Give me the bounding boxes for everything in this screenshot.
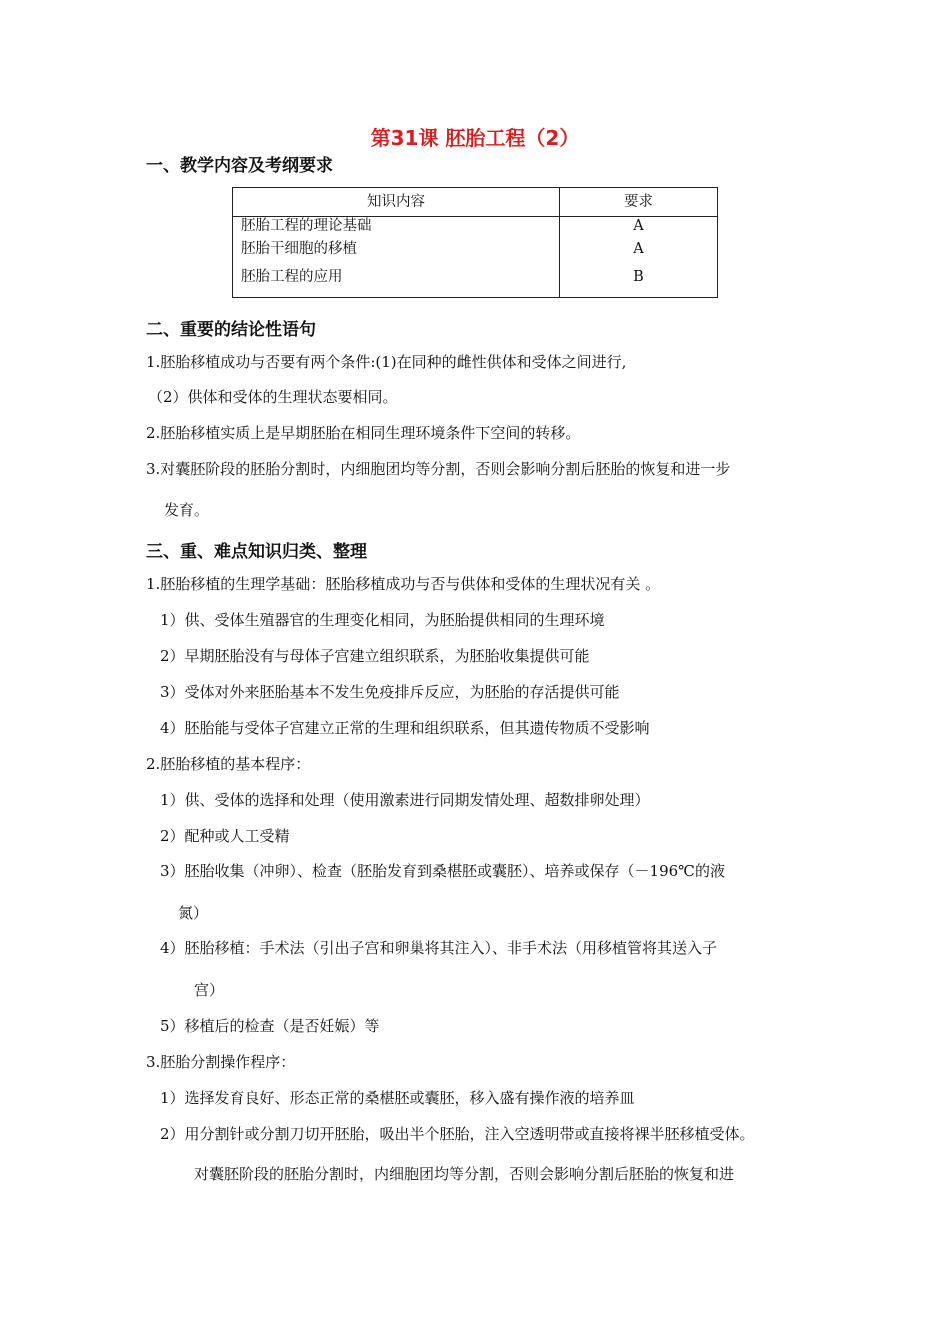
table-cell: B [633, 269, 644, 286]
text-line: 2）早期胚胎没有与母体子宫建立组织联系，为胚胎收集提供可能 [160, 647, 590, 665]
text-line: 宫） [194, 981, 225, 999]
section-heading-2: 二、重要的结论性语句 [146, 320, 316, 340]
table-row [233, 236, 718, 264]
text-line: 4）胚胎能与受体子宫建立正常的生理和组织联系，但其遗传物质不受影响 [160, 719, 650, 737]
text-line: 2）配种或人工受精 [160, 827, 290, 845]
table-row [233, 217, 718, 236]
text-line: 4）胚胎移植：手术法（引出子宫和卵巢将其注入）、非手术法（用移植管将其送入子 [160, 939, 718, 957]
text-line: 2.胚胎移植的基本程序： [146, 755, 311, 773]
text-line: 氮） [178, 904, 209, 922]
text-line: 3）胚胎收集（冲卵）、检查（胚胎发育到桑椹胚或囊胚）、培养或保存（－196℃的液 [160, 862, 725, 880]
text-line: 5）移植后的检查（是否妊娠）等 [160, 1017, 380, 1035]
text-line: （2）供体和受体的生理状态要相同。 [148, 388, 398, 406]
table-header-row [233, 188, 718, 217]
table-header-knowledge: 知识内容 [233, 188, 560, 217]
text-line: 3）受体对外来胚胎基本不发生免疫排斥反应，为胚胎的存活提供可能 [160, 683, 620, 701]
text-line: 1）供、受体的选择和处理（使用激素进行同期发情处理、超数排卵处理） [160, 791, 650, 809]
text-line: 2）用分割针或分割刀切开胚胎，吸出半个胚胎，注入空透明带或直接将裸半胚移植受体。 [160, 1125, 755, 1143]
table-cell: 胚胎干细胞的移植 [233, 236, 560, 264]
page-title: 第31课 胚胎工程（2） [370, 126, 580, 150]
text-line: 发育。 [164, 501, 210, 519]
requirements-table [232, 187, 718, 298]
table-cell: 胚胎工程的理论基础 [233, 217, 560, 236]
table-header-requirement: 要求 [560, 188, 718, 217]
text-line: 1）供、受体生殖器官的生理变化相同，为胚胎提供相同的生理环境 [160, 611, 605, 629]
text-line: 1.胚胎移植成功与否要有两个条件:(1)在同种的雌性供体和受体之间进行, [146, 353, 627, 371]
section-heading-3: 三、重、难点知识归类、整理 [146, 542, 367, 562]
text-line: 3.对囊胚阶段的胚胎分割时，内细胞团均等分割，否则会影响分割后胚胎的恢复和进一步 [146, 460, 731, 478]
section-heading-1: 一、教学内容及考纲要求 [146, 156, 333, 176]
table-cell: A [633, 240, 644, 257]
table-row [233, 264, 718, 297]
text-line: 1.胚胎移植的生理学基础：胚胎移植成功与否与供体和受体的生理状况有关 。 [146, 575, 661, 593]
text-line: 1）选择发育良好、形态正常的桑椹胚或囊胚，移入盛有操作液的培养皿 [160, 1089, 635, 1107]
text-line: 对囊胚阶段的胚胎分割时，内细胞团均等分割，否则会影响分割后胚胎的恢复和进 [194, 1165, 735, 1183]
table-cell: 胚胎工程的应用 [233, 264, 560, 297]
text-line: 2.胚胎移植实质上是早期胚胎在相同生理环境条件下空间的转移。 [146, 424, 581, 442]
table-cell: A [633, 218, 644, 234]
text-line: 3.胚胎分割操作程序： [146, 1053, 296, 1071]
